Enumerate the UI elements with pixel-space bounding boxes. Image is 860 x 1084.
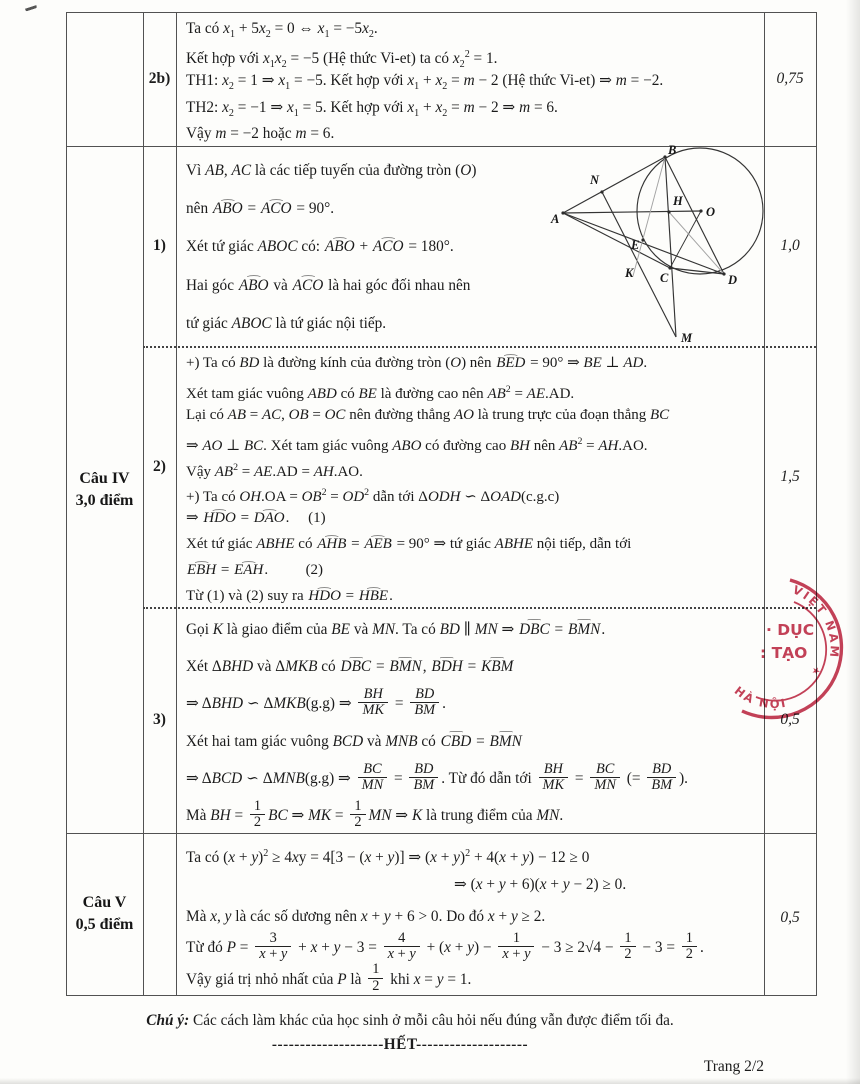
figure-label-K: K [625, 266, 634, 280]
solution-line: Lại có AB = AC, OB = OC nên đường thẳng AO là trung trực của đoạn thẳng BC [186, 406, 670, 423]
solution-line: Xét hai tam giác vuông BCD và MNB có ⌢ CBD = ⌢ BMN [186, 723, 688, 760]
official-red-stamp [700, 558, 858, 758]
scan-edge-bottom [0, 1078, 860, 1084]
score-part3: 0,5 [780, 711, 800, 728]
footer-note-label: Chú ý: [146, 1012, 190, 1029]
stamp-center-text-1: · DỤC [766, 621, 815, 639]
solution-line: Từ (1) và (2) suy ra ⌢ HDO = ⌢ HBE. [186, 584, 669, 610]
solution-line: Mà BH = $\frac{1}{2}$ BC ⇒ MK = $\frac{1}{2}$ MN ⇒ K là trung điểm của MN. [186, 797, 564, 830]
solution-line: ⇒ AO ⊥ BC. Xét tam giác vuông ABO có đường cao BH nên $AB^2 = AH.AO$. [186, 435, 648, 454]
segment-NM [602, 192, 676, 337]
table-border-top [66, 12, 817, 13]
segment-AD [563, 213, 724, 274]
solution-line: Xét tam giác vuông ABD có BE là đường cao nên $AB^2 = AE.AD$. [186, 383, 575, 402]
question-label-cau4 [66, 146, 143, 833]
geometry-figure [543, 143, 767, 351]
cau5-name: Câu V [82, 894, 127, 912]
table-border-right [816, 12, 817, 996]
solution-line: nên ⌢ ABO = ⌢ ACO = 90°. [186, 190, 476, 228]
solution-line: ⇒ ΔBHD ∽ ΔMKB(g.g) ⇒ $\frac{BH}{MK}$ = $\frac{BD}{BM}$ . [186, 686, 446, 719]
cau5-points: 0,5 điểm [75, 916, 134, 933]
solution-line: Xét ΔBHD và ΔMKB có ⌢ DBC = ⌢ BMN, ⌢ BDH = ⌢ KBM [186, 648, 688, 685]
solution-line: Vì AB, AC là các tiếp tuyến của đường tròn (O) [186, 162, 477, 179]
solution-line: +) Ta có BD là đường kính của đường tròn (O) nên ⌢ BED = 90° ⇒ BE ⊥ AD. [186, 351, 669, 377]
solution-line: Vậy m = −2 hoặc m = 6. [186, 124, 335, 142]
solution-line: ⌢ EBH = ⌢ EAH. (2) [186, 558, 669, 584]
figure-label-D: D [728, 273, 738, 287]
solution-line: Mà x, y là các số dương nên x + y + 6 > 0. Do đó x + y ≥ 2. [186, 907, 546, 925]
score-2b: 0,75 [776, 70, 804, 87]
solution-line: Xét tứ giác ABHE có ⌢ AHB = ⌢ AEB = 90° ⇒ tứ giác ABHE nội tiếp, dẫn tới [186, 532, 669, 558]
segment-AO [563, 211, 701, 213]
figure-label-N: N [590, 173, 600, 187]
footer-note [0, 1012, 820, 1030]
table-border-bottom [66, 995, 817, 996]
solution-part3 [186, 611, 688, 834]
scan-edge-right [846, 0, 860, 1084]
solution-line: ⇒ (x + y + 6)(x + y − 2) ≥ 0. [454, 876, 627, 894]
end-marker: --------------------HẾT-------------------- [271, 1036, 529, 1053]
page-number: Trang 2/2 [703, 1058, 764, 1075]
solution-line: ⇒ ΔBCD ∽ ΔMNB(g.g) ⇒ $\frac{BC}{MN}$ = $\frac{BD}{BM}$ . Từ đó dẫn tới $\frac{BH}{MK}$ = $\frac{BC}{MN}$ (= $\frac{BD}{BM}$ ). [186, 760, 688, 793]
figure-label-H: H [673, 194, 683, 208]
segment-AB [563, 157, 665, 213]
part-label-2: 2) [153, 457, 166, 475]
solution-cau5 [186, 838, 704, 995]
figure-label-B: B [668, 143, 677, 157]
score-part2: 1,5 [780, 467, 800, 485]
scan-artifact [23, 0, 38, 12]
footer-note-text: Các cách làm khác của học sinh ở mỗi câu hỏi nếu đúng vẫn được điểm tối đa. [189, 1012, 674, 1029]
solution-line: Vậy giá trị nhỏ nhất của P là $\frac{1}{2}$ khi x = y = 1. [186, 961, 472, 994]
solution-line: Gọi K là giao điểm của BE và MN. Ta có BD ∥ MN ⇒ ⌢ DBC = ⌢ BMN. [186, 611, 688, 648]
part-label-1: 1) [153, 237, 166, 254]
solution-2b [186, 16, 663, 147]
stamp-star-icon: ★ [809, 664, 823, 679]
score-cau5: 0,5 [780, 909, 800, 926]
solution-line: Hai góc ⌢ ABO và ⌢ ACO là hai góc đối nhau nên [186, 267, 476, 305]
solution-line: Vậy $AB^2 = AE.AD = AH.AO$. [186, 461, 363, 480]
figure-label-O: O [706, 205, 716, 219]
solution-line: Kết hợp với $x_1x_2 = -5$ (Hệ thức Vi-et) ta có $x_2^2 = 1$. [186, 49, 498, 71]
solution-part2 [186, 351, 669, 610]
solution-line: Ta có $x_1 + 5x_2 = 0$ ⇔ $x_1 = -5x_2$. [186, 20, 378, 41]
part-label-2b: 2b) [148, 70, 171, 87]
score-part1: 1,0 [780, 237, 800, 254]
stamp-center-text-2: : TẠO [760, 644, 808, 662]
solution-line: Xét tứ giác ABOC có: ⌢ ABO + ⌢ ACO = 180°. [186, 228, 476, 266]
figure-label-M: M [681, 331, 693, 345]
figure-label-E: E [631, 238, 640, 252]
part-label-3: 3) [153, 711, 166, 728]
solution-line: +) Ta có $OH.OA = OB^2 = OD^2$ dẫn tới ΔODH ∽ ΔOAD(c.g.c) [186, 487, 560, 506]
segment-BD [665, 157, 724, 274]
question-label-cau5 [66, 833, 143, 995]
solution-line: tứ giác ABOC là tứ giác nội tiếp. [186, 314, 387, 332]
segment-BM [665, 157, 676, 337]
solution-line: Từ đó P = $\frac{3}{x + y}$ + x + y − 3 = $\frac{4}{x + y}$ + (x + y) − $\frac{1}{x + y}$ − 3 ≥ 2√4 − $\frac{1}{2}$ − 3 = $\frac{1}{2}$ . [186, 930, 704, 963]
solution-line: ⇒ ⌢ HDO = ⌢ DAO. (1) [186, 506, 669, 532]
stamp-arc-text-top: VIỆT NAM [790, 582, 842, 661]
figure-label-A: A [551, 212, 560, 226]
cau4-points: 3,0 điểm [75, 491, 134, 509]
solution-line: TH2: $x_2 = -1$ ⇒ $x_1 = 5$. Kết hợp với $x_1 + x_2 = m - 2$ ⇒ m = 6. [186, 98, 558, 119]
solution-part1 [186, 152, 476, 343]
figure-label-C: C [660, 271, 669, 285]
segment-HD-light [669, 212, 724, 274]
solution-line: Ta có $(x + y)^2 \ge 4xy = 4[3 - (x + y)]$ ⇒ $(x + y)^2 + 4(x + y) - 12 \ge 0$ [186, 848, 590, 867]
solution-line: TH1: $x_2 = 1$ ⇒ $x_1 = -5$. Kết hợp với $x_1 + x_2 = m - 2$ (Hệ thức Vi-et) ⇒ m = −2. [186, 72, 664, 93]
stamp-arc-text-bottom: HÀ NỘI [731, 683, 789, 712]
cau4-name: Câu IV [79, 469, 130, 487]
